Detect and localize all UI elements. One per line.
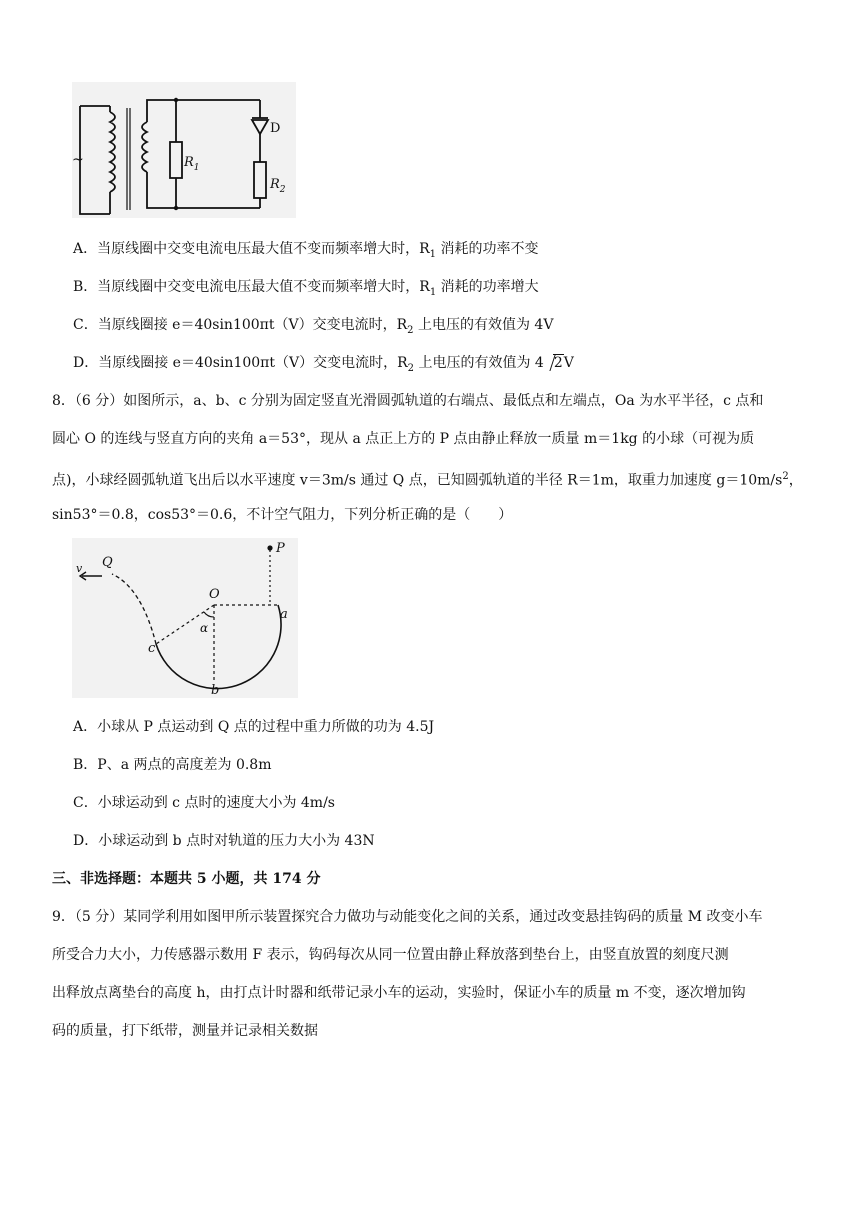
svg-text:R1 — [183, 155, 200, 173]
q8-stem-line-1: 8．（6 分）如图所示，a、b、c 分别为固定竖直光滑圆弧轨道的右端点、最低点和左端点，Oa 为水平半径，c 点和 — [52, 393, 764, 409]
section-heading: 三、非选择题：本题共 5 小题，共 174 分 — [52, 871, 321, 887]
q8-stem-line-3: 点)，小球经圆弧轨道飞出后以水平速度 v＝3m/s 通过 Q 点，已知圆弧轨道的半径 R＝1m，取重力加速度 $g=10m/s^2$， — [52, 471, 803, 489]
point-p-label: P — [276, 541, 285, 556]
q7-option-a: A．当原线圈中交变电流电压最大值不变而频率增大时，$R_1$ 消耗的功率不变 — [73, 241, 539, 260]
q7-option-c: C．当原线圈接 e＝40sin100πt（V）交变电流时，$R_2$ 上电压的有效值为 4V — [73, 317, 554, 336]
point-q-label: Q — [102, 555, 113, 570]
r1-label: R — [184, 155, 194, 170]
point-a-label: a — [280, 607, 288, 622]
center-o-label: O — [209, 587, 220, 602]
transformer-circuit-figure — [72, 82, 296, 218]
r2-label: R — [270, 177, 280, 192]
diode-label: D — [270, 121, 281, 136]
q8-option-c: C．小球运动到 c 点时的速度大小为 4m/s — [73, 795, 335, 811]
circuit-diagram — [72, 82, 296, 218]
q8-stem-line-4: sin53°＝0.8，cos53°＝0.6，不计空气阻力，下列分析正确的是（ ） — [52, 507, 513, 523]
q7-option-b: B．当原线圈中交变电流电压最大值不变而频率增大时，$R_1$ 消耗的功率增大 — [73, 279, 539, 298]
sqrt-symbol: 2 — [544, 353, 564, 373]
q8-option-a: A．小球从 P 点运动到 Q 点的过程中重力所做的功为 4.5J — [73, 719, 435, 735]
angle-alpha-label: α — [200, 621, 209, 635]
q9-line-2: 所受合力大小，力传感器示数用 F 表示，钩码每次从同一位置由静止释放落到垫台上，由竖直放置的刻度尺测 — [52, 947, 729, 963]
svg-text:R2 — [269, 177, 286, 195]
velocity-label: v — [76, 562, 83, 575]
r1-subscript: 1 — [193, 163, 200, 173]
arc-track-figure — [72, 538, 298, 698]
q8-option-b: B．P、a 两点的高度差为 0.8m — [73, 757, 272, 773]
point-b-label: b — [211, 683, 220, 698]
r2-subscript: 2 — [279, 185, 286, 195]
point-c-label: c — [148, 641, 156, 656]
q9-line-4: 码的质量，打下纸带，测量并记录相关数据 — [52, 1023, 318, 1039]
ac-source-label: ~ — [72, 152, 84, 168]
q8-stem-line-2: 圆心 O 的连线与竖直方向的夹角 a＝53°，现从 a 点正上方的 P 点由静止释放一质量 m＝1kg 的小球（可视为质 — [52, 431, 755, 447]
arc-track-diagram — [72, 538, 298, 698]
q8-option-d: D．小球运动到 b 点时对轨道的压力大小为 43N — [73, 833, 375, 849]
q7-option-d: D．当原线圈接 e＝40sin100πt（V）交变电流时，$R_2$ 上电压的有效值为 4 2V — [73, 355, 574, 374]
q9-line-1: 9．（5 分）某同学利用如图甲所示装置探究合力做功与动能变化之间的关系，通过改变悬挂钩码的质量 M 改变小车 — [52, 909, 763, 925]
q9-line-3: 出释放点离垫台的高度 h，由打点计时器和纸带记录小车的运动，实验时，保证小车的质量 m 不变，逐次增加钩 — [52, 985, 746, 1001]
